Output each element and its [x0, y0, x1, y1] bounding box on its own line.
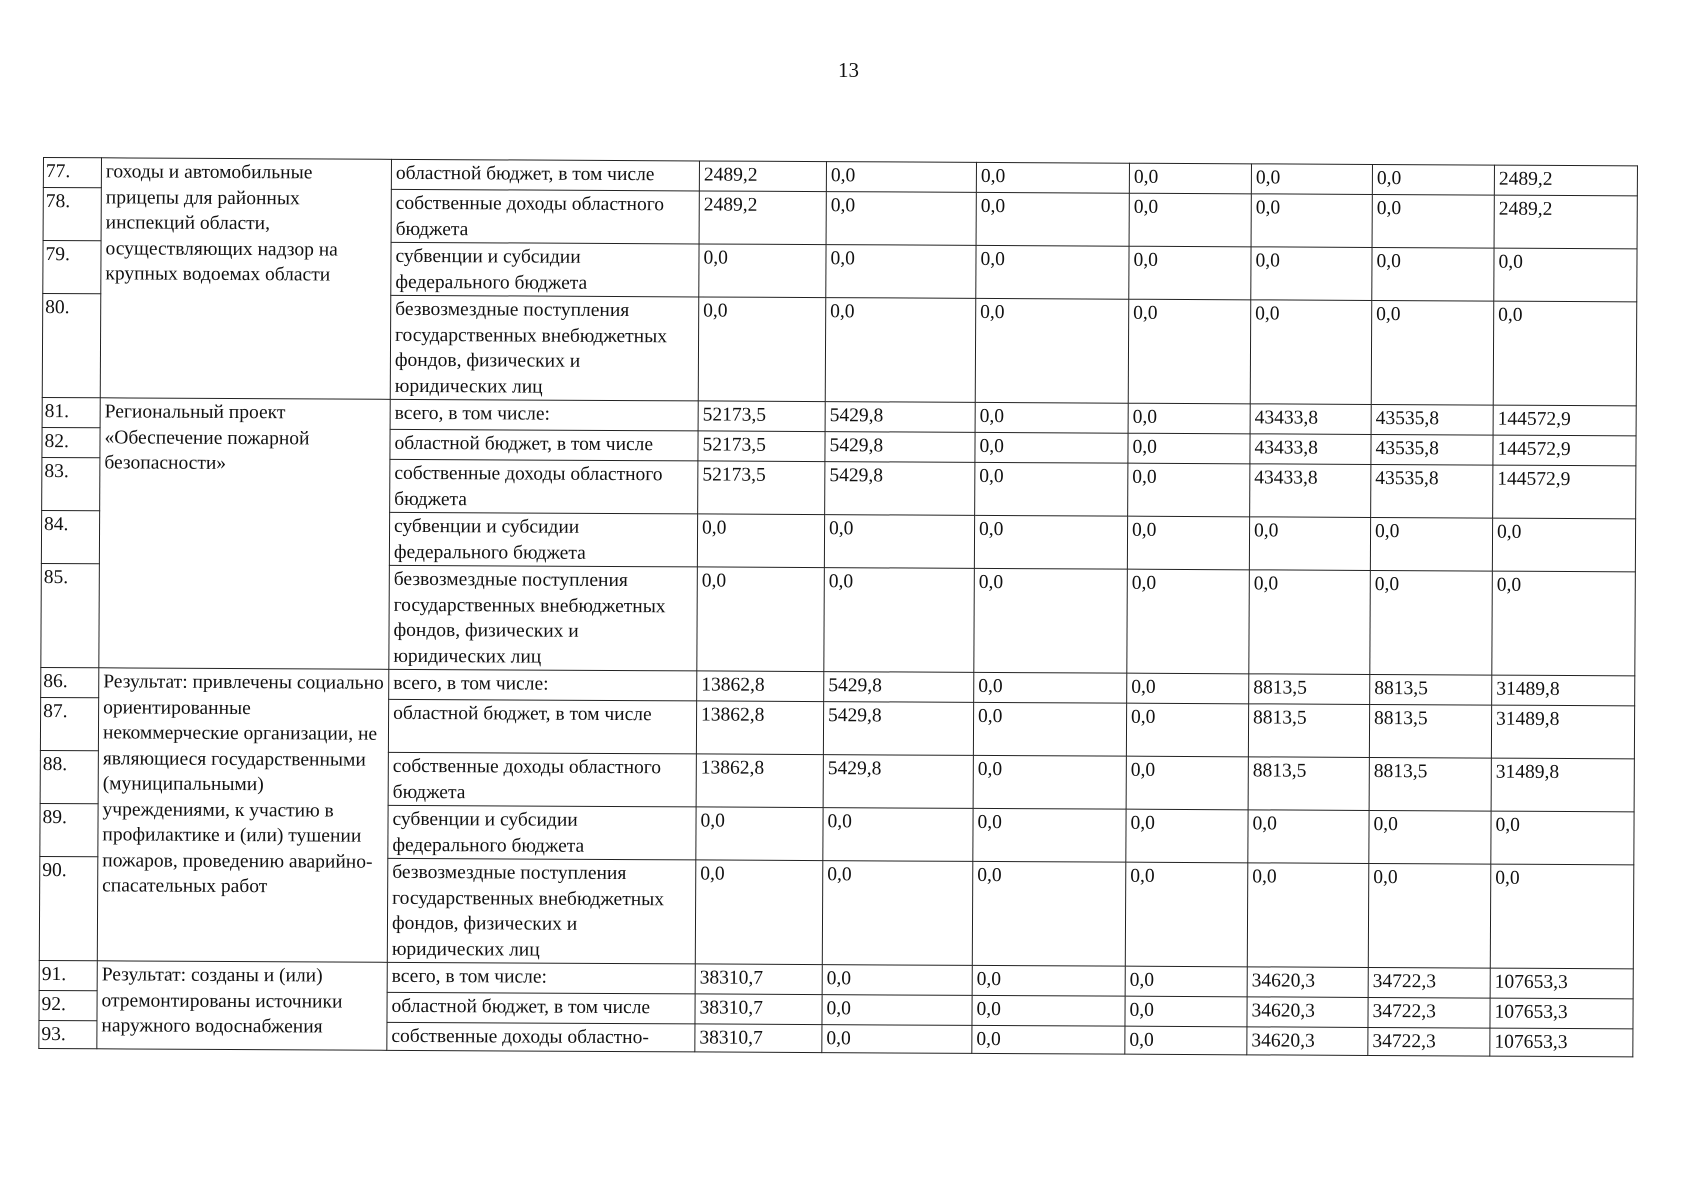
year-value: 38310,7 [695, 964, 822, 995]
year-value: 0,0 [1129, 163, 1251, 194]
total-value: 0,0 [1494, 248, 1637, 302]
funding-source: собственные доходы областно- [387, 1022, 695, 1052]
year-value: 0,0 [826, 162, 976, 193]
year-value: 0,0 [1251, 194, 1372, 248]
year-value: 43535,8 [1371, 434, 1493, 465]
row-number: 92. [39, 990, 97, 1020]
year-value: 0,0 [974, 515, 1127, 569]
year-value: 8813,5 [1248, 704, 1369, 758]
funding-source: безвозмездные поступления государственных внебюджетных фондов, физических и юридических лиц [387, 858, 696, 964]
funding-source: всего, в том числе: [390, 399, 698, 431]
row-number: 90. [39, 856, 98, 960]
year-value: 5429,8 [823, 755, 973, 809]
row-number: 83. [42, 457, 100, 510]
year-value: 52173,5 [698, 431, 825, 462]
year-value: 0,0 [1371, 300, 1494, 405]
year-value: 0,0 [1370, 570, 1493, 675]
year-value: 5429,8 [825, 402, 975, 433]
funding-source: областной бюджет, в том числе [388, 699, 696, 754]
measure-description: Результат: привлечены социально ориентированные некоммерческие организации, не являющиеся государственными (муниципальными) учреждениями, к участию в профилактике и (или) тушении пожаров, проведению аварийно-спасательных работ [97, 668, 389, 963]
year-value: 0,0 [976, 162, 1129, 193]
year-value: 0,0 [1369, 810, 1491, 864]
year-value: 0,0 [1247, 863, 1369, 968]
funding-source: субвенции и субсидии федерального бюджета [388, 805, 696, 860]
year-value: 0,0 [699, 244, 826, 298]
year-value: 0,0 [1248, 810, 1369, 864]
year-value: 0,0 [974, 672, 1127, 703]
year-value: 0,0 [1250, 300, 1372, 405]
year-value: 0,0 [826, 192, 976, 246]
row-number: 77. [43, 158, 101, 188]
total-value: 0,0 [1490, 864, 1634, 969]
row-number: 82. [42, 427, 100, 457]
year-value: 43535,8 [1371, 464, 1493, 518]
total-value: 31489,8 [1491, 705, 1634, 759]
year-value: 0,0 [975, 432, 1128, 463]
year-value: 13862,8 [697, 671, 824, 702]
year-value: 0,0 [975, 402, 1128, 433]
total-value: 31489,8 [1492, 675, 1635, 706]
total-value: 2489,2 [1494, 165, 1637, 196]
row-number: 91. [39, 960, 97, 990]
year-value: 34620,3 [1247, 1027, 1368, 1056]
year-value: 43433,8 [1250, 434, 1371, 465]
year-value: 0,0 [972, 965, 1125, 996]
funding-source: безвозмездные поступления государственных внебюджетных фондов, физических и юридических лиц [390, 295, 699, 401]
year-value: 43433,8 [1250, 464, 1371, 518]
year-value: 0,0 [822, 965, 972, 996]
year-value: 0,0 [1128, 299, 1251, 404]
year-value: 0,0 [975, 462, 1128, 516]
measure-description: Результат: созданы и (или) отремонтированы источники наружного водоснабжения [97, 961, 387, 1051]
year-value: 0,0 [698, 297, 826, 402]
year-value: 0,0 [1251, 164, 1372, 195]
year-value: 0,0 [1127, 569, 1250, 674]
row-number: 87. [40, 697, 98, 750]
total-value: 107653,3 [1490, 968, 1633, 999]
year-value: 0,0 [975, 298, 1129, 403]
year-value: 0,0 [1127, 673, 1249, 704]
year-value: 43433,8 [1250, 404, 1371, 435]
year-value: 34722,3 [1368, 997, 1490, 1028]
year-value: 43535,8 [1371, 404, 1493, 435]
year-value: 0,0 [1125, 996, 1247, 1027]
year-value: 0,0 [976, 245, 1129, 299]
year-value: 52173,5 [698, 461, 825, 515]
row-number: 84. [41, 510, 99, 563]
year-value: 0,0 [823, 808, 973, 862]
row-number: 86. [41, 667, 99, 697]
year-value: 0,0 [1125, 1026, 1247, 1055]
funding-source: собственные доходы областного бюджета [388, 752, 696, 807]
year-value: 0,0 [822, 1025, 972, 1054]
year-value: 38310,7 [695, 994, 822, 1025]
measure-description: гоходы и автомобильные прицепы для районных инспекций области, осуществляющих надзор на крупных водоемах области [100, 158, 391, 400]
row-number: 85. [41, 563, 100, 667]
year-value: 0,0 [1126, 703, 1248, 757]
total-value: 144572,9 [1493, 435, 1636, 466]
year-value: 5429,8 [825, 462, 975, 516]
year-value: 5429,8 [825, 432, 975, 463]
year-value: 0,0 [1129, 193, 1251, 247]
total-value: 144572,9 [1493, 465, 1636, 519]
total-value: 0,0 [1493, 301, 1637, 406]
funding-source: субвенции и субсидии федерального бюджета [391, 242, 699, 297]
row-number: 93. [39, 1020, 97, 1048]
year-value: 34620,3 [1247, 997, 1368, 1028]
year-value: 0,0 [1249, 517, 1370, 571]
year-value: 0,0 [974, 568, 1128, 673]
funding-source: областной бюджет, в том числе [387, 992, 695, 1024]
year-value: 0,0 [972, 995, 1125, 1026]
year-value: 0,0 [822, 861, 973, 966]
year-value: 34620,3 [1247, 967, 1368, 998]
table-row [43, 158, 1637, 196]
year-value: 8813,5 [1369, 704, 1491, 758]
funding-source: всего, в том числе: [387, 962, 695, 994]
year-value: 0,0 [973, 755, 1126, 809]
year-value: 8813,5 [1248, 757, 1369, 811]
year-value: 0,0 [1251, 247, 1372, 301]
year-value: 0,0 [1127, 516, 1249, 570]
total-value: 0,0 [1492, 571, 1636, 676]
year-value: 0,0 [695, 860, 823, 965]
year-value: 0,0 [1368, 863, 1491, 968]
row-number: 89. [40, 803, 98, 856]
year-value: 0,0 [825, 298, 976, 403]
year-value: 0,0 [1128, 403, 1250, 434]
budget-table [38, 157, 1638, 1057]
year-value: 0,0 [1129, 246, 1251, 300]
page-number: 13 [838, 58, 859, 82]
funding-source: собственные доходы областного бюджета [391, 189, 699, 244]
measure-description: Региональный проект «Обеспечение пожарной безопасности» [99, 398, 390, 670]
year-value: 0,0 [972, 861, 1126, 966]
row-number: 80. [42, 294, 101, 398]
row-number: 88. [40, 750, 98, 803]
funding-source: безвозмездные поступления государственных внебюджетных фондов, физических и юридических лиц [389, 565, 698, 671]
row-number: 81. [42, 397, 100, 427]
row-number: 78. [43, 188, 101, 241]
year-value: 0,0 [824, 568, 975, 673]
year-value: 0,0 [1125, 862, 1248, 967]
year-value: 8813,5 [1369, 757, 1491, 811]
total-value: 0,0 [1492, 518, 1635, 572]
year-value: 52173,5 [698, 401, 825, 432]
total-value: 0,0 [1491, 811, 1634, 865]
year-value: 0,0 [697, 567, 825, 672]
funding-source: областной бюджет, в том числе [391, 159, 699, 191]
year-value: 0,0 [1372, 247, 1494, 301]
funding-source: субвенции и субсидии федерального бюджета [389, 512, 697, 567]
year-value: 0,0 [973, 808, 1126, 862]
total-value: 107653,3 [1490, 998, 1633, 1029]
year-value: 0,0 [1372, 164, 1494, 195]
year-value: 34722,3 [1368, 1027, 1490, 1056]
year-value: 5429,8 [823, 702, 973, 756]
year-value: 0,0 [976, 192, 1129, 246]
year-value: 8813,5 [1249, 674, 1370, 705]
year-value: 0,0 [697, 514, 824, 568]
year-value: 0,0 [824, 515, 974, 569]
year-value: 0,0 [1128, 463, 1250, 517]
funding-source: областной бюджет, в том числе [390, 429, 698, 461]
year-value: 0,0 [1249, 570, 1371, 675]
year-value: 38310,7 [695, 1024, 822, 1053]
year-value: 0,0 [1128, 433, 1250, 464]
total-value: 2489,2 [1494, 195, 1637, 249]
year-value: 0,0 [1372, 194, 1494, 248]
year-value: 0,0 [1370, 517, 1492, 571]
row-number: 79. [43, 241, 101, 294]
total-value: 107653,3 [1490, 1028, 1633, 1057]
year-value: 8813,5 [1370, 674, 1492, 705]
year-value: 0,0 [1126, 809, 1248, 863]
total-value: 144572,9 [1493, 405, 1636, 436]
year-value: 2489,2 [699, 161, 826, 192]
year-value: 0,0 [822, 995, 972, 1026]
total-value: 31489,8 [1491, 758, 1634, 812]
year-value: 0,0 [696, 807, 823, 861]
year-value: 13862,8 [696, 754, 823, 808]
year-value: 5429,8 [824, 672, 974, 703]
year-value: 0,0 [826, 245, 976, 299]
funding-source: собственные доходы областного бюджета [390, 459, 698, 514]
year-value: 0,0 [1125, 966, 1247, 997]
year-value: 0,0 [1126, 756, 1248, 810]
year-value: 13862,8 [696, 701, 823, 755]
year-value: 0,0 [972, 1025, 1125, 1054]
year-value: 2489,2 [699, 191, 826, 245]
year-value: 0,0 [973, 702, 1126, 756]
year-value: 34722,3 [1368, 967, 1490, 998]
funding-source: всего, в том числе: [389, 669, 697, 701]
